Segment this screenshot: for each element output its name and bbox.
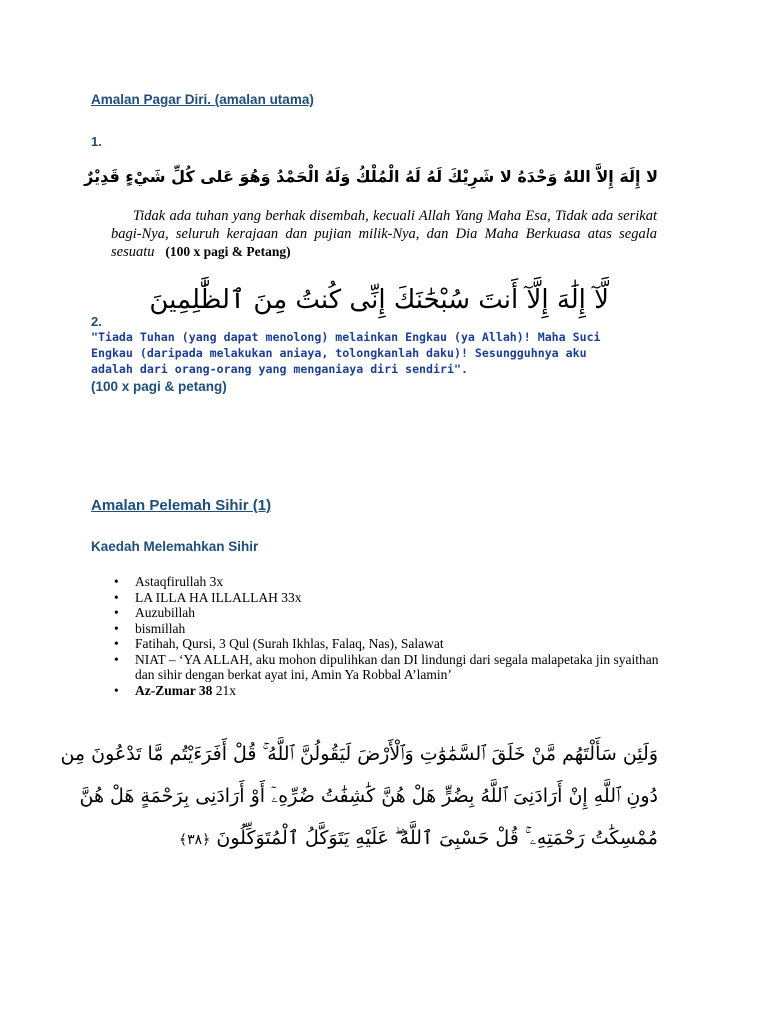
- list-item: • bismillah: [113, 621, 659, 637]
- subtitle-kaedah: Kaedah Melemahkan Sihir: [91, 539, 259, 554]
- translation-text: Tidak ada tuhan yang berhak disembah, kecuali Allah Yang Maha Esa, Tidak ada serikat bagi-Nya, seluruh kerajaan dan pujian milik-Nya, dan Dia Maha Berkuasa atas segala sesuatu: [111, 208, 657, 260]
- arabic-tahlil: لا إِلَهَ إِلاَّ اللهُ وَحْدَهُ لا شَرِيْكَ لَهُ لَهُ الْمُلْكُ وَلَهُ الْحَمْدُ وَهُوَ عَلى كُلِّ شَيْءٍ قَدِيْرٌ: [84, 167, 658, 186]
- surah-count: 21x: [212, 682, 236, 698]
- verse-line: وَلَئِن سَأَلْتَهُم مَّنْ خَلَقَ ٱلسَّمَٰوَٰتِ وَٱلْأَرْضَ لَيَقُولُنَّ ٱللَّهُ ۚ قُلْ أَفَرَءَيْتُم مَّا تَدْعُونَ مِن: [60, 743, 658, 765]
- section-title-pelemah-sihir[interactable]: Amalan Pelemah Sihir (1): [91, 497, 272, 514]
- translation-line: "Tiada Tuhan (yang dapat menolong) melainkan Engkau (ya Allah)! Maha Suci: [91, 330, 601, 344]
- verse-number-ornament: ﴿٣٨﴾: [178, 832, 211, 848]
- count-label-1: (100 x pagi & Petang): [165, 244, 291, 259]
- item-number-1: 1.: [91, 134, 102, 149]
- verse-line-last: [178, 817, 658, 861]
- verse-line: دُونِ ٱللَّهِ إِنْ أَرَادَنِىَ ٱللَّهُ بِضُرٍّ هَلْ هُنَّ كَٰشِفَٰتُ ضُرِّهِۦٓ أَوْ أَرَادَنِى بِرَحْمَةٍ هَلْ هُنَّ: [79, 785, 658, 807]
- item-number-2: 2.: [91, 314, 102, 329]
- list-item: • NIAT – ‘YA ALLAH, aku mohon dipulihkan dan DI lindungi dari segala malapetaka jin syaithan dan sihir dengan berkat ayat ini, Amin Ya Robbal A’lamin’: [113, 652, 659, 683]
- translation-doa-yunus: [91, 329, 601, 377]
- arabic-doa-yunus: لَّآ إِلَٰهَ إِلَّآ أَنتَ سُبْحَٰنَكَ إِنِّى كُنتُ مِنَ ٱلظَّٰلِمِينَ: [149, 285, 609, 315]
- list-item: • LA ILLA HA ILLALLAH 33x: [113, 590, 659, 606]
- translation-line: Engkau (daripada melakukan aniaya, tolongkanlah daku)! Sesungguhnya aku: [91, 346, 587, 360]
- verse-line: مُمْسِكَٰتُ رَحْمَتِهِۦ ۚ قُلْ حَسْبِىَ ٱللَّهُ ۖ عَلَيْهِ يَتَوَكَّلُ ٱلْمُتَوَكِّلُونَ: [216, 827, 658, 849]
- translation-tahlil: [111, 207, 657, 261]
- surah-ref: Az-Zumar 38: [135, 682, 213, 698]
- list-item: • Fatihah, Qursi, 3 Qul (Surah Ikhlas, Falaq, Nas), Salawat: [113, 636, 659, 652]
- translation-line: adalah dari orang-orang yang menganiaya diri sendiri".: [91, 362, 468, 376]
- list-item: • Astaqfirullah 3x: [113, 574, 659, 590]
- section-title-pagar-diri[interactable]: Amalan Pagar Diri. (amalan utama): [91, 92, 314, 107]
- count-label-2: (100 x pagi & petang): [91, 379, 227, 394]
- verse-number: ٣٨: [187, 832, 203, 848]
- list-item: [113, 683, 659, 699]
- method-list: [113, 574, 659, 698]
- verse-az-zumar-38: [60, 733, 658, 861]
- list-item: • Auzubillah: [113, 605, 659, 621]
